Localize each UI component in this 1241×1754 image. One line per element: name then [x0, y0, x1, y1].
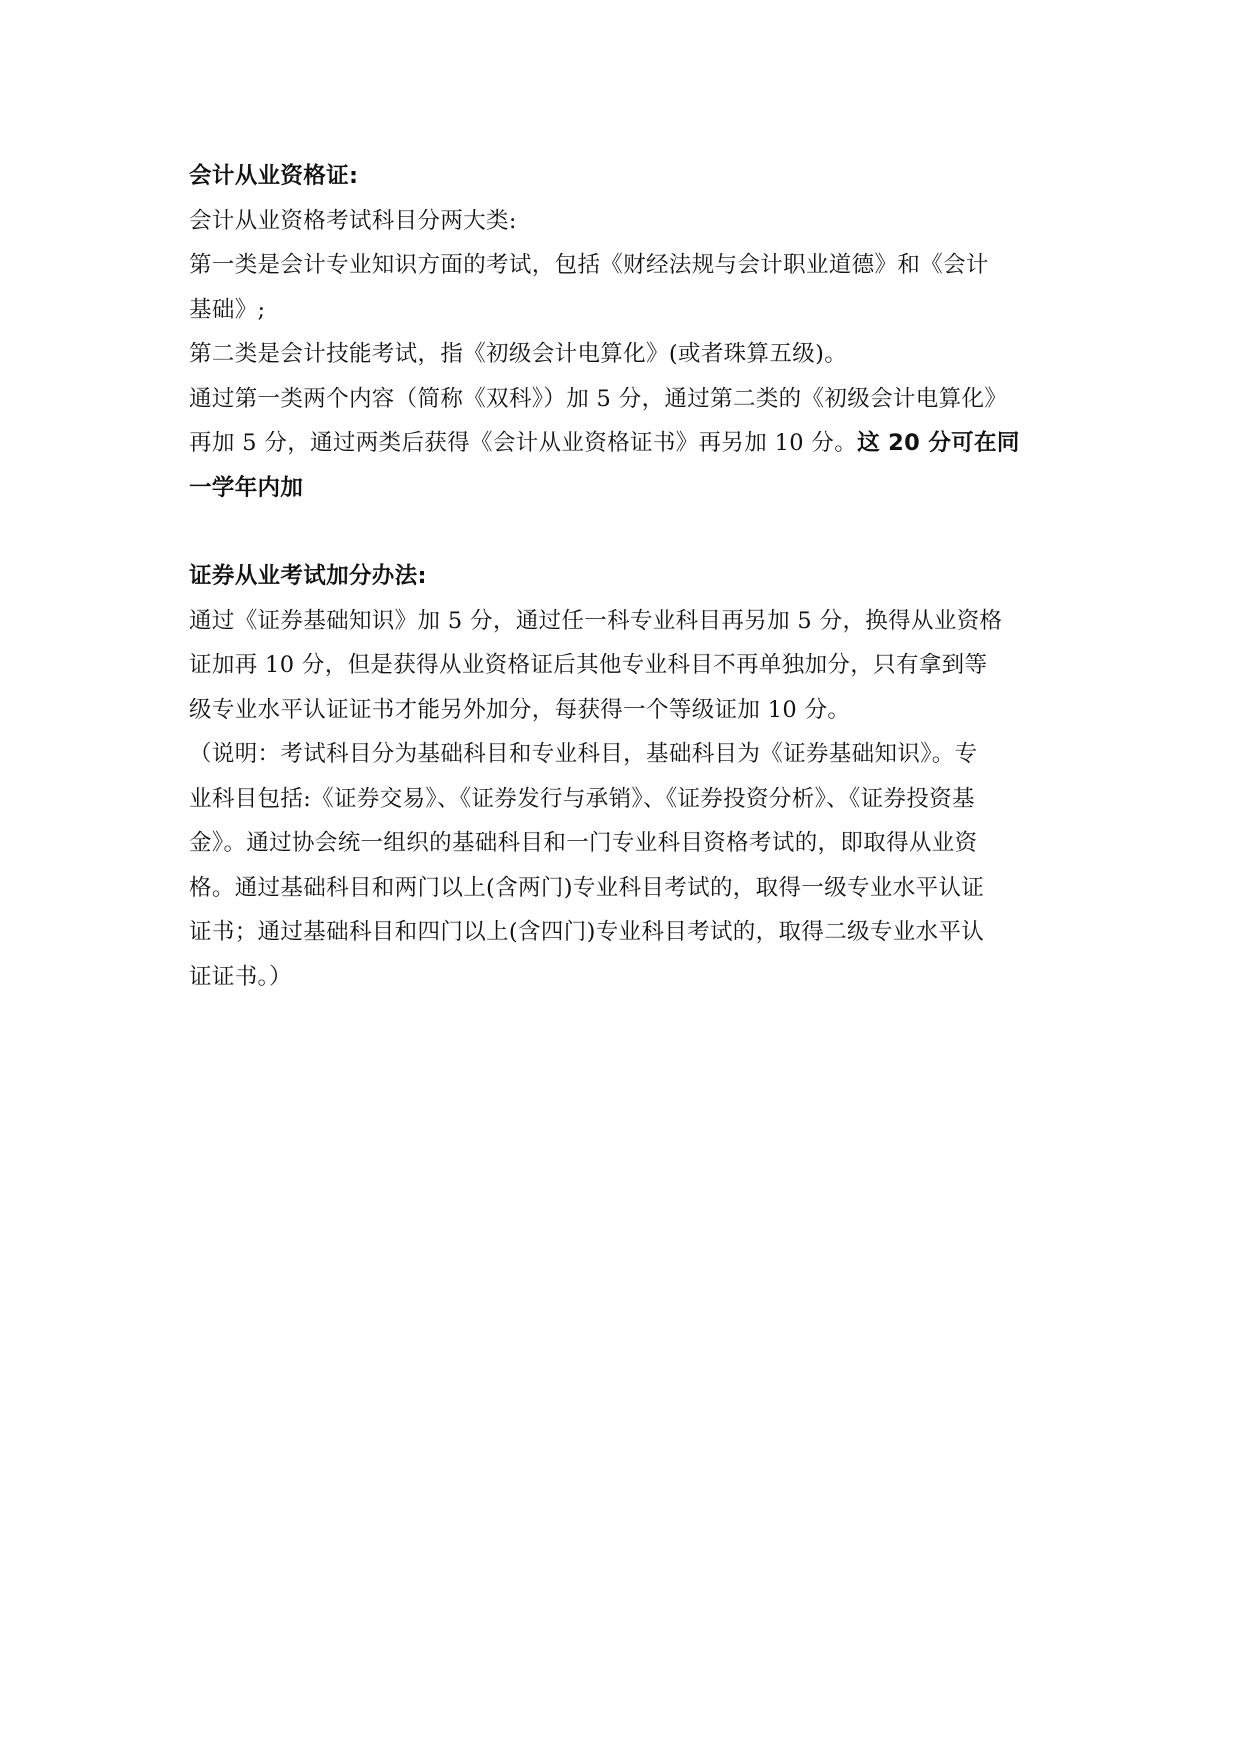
paragraph-line: （说明：考试科目分为基础科目和专业科目，基础科目为《证券基础知识》。专: [189, 741, 978, 767]
paragraph-line: 通过第一类两个内容（简称《双科》）加 5 分，通过第二类的《初级会计电算化》: [189, 385, 1008, 412]
section-heading-accounting: 会计从业资格证:: [189, 163, 359, 189]
paragraph-line: 业科目包括:《证券交易》、《证券发行与承销》、《证券投资分析》、《证券投资基: [189, 785, 975, 812]
paragraph-line: 格。通过基础科目和两门以上(含两门)专业科目考试的，取得一级专业水平认证: [189, 874, 985, 901]
paragraph-line: 证证书。）: [189, 963, 293, 990]
paragraph-line: 第二类是会计技能考试，指《初级会计电算化》(或者珠算五级)。: [189, 341, 848, 367]
paragraph-line: 金》。通过协会统一组织的基础科目和一门专业科目资格考试的，即取得从业资: [189, 830, 978, 856]
paragraph-line: 证书；通过基础科目和四门以上(含四门)专业科目考试的，取得二级专业水平认: [189, 919, 985, 945]
paragraph-line: 级专业水平认证证书才能另外加分，每获得一个等级证加 10 分。: [189, 696, 851, 723]
bold-emphasis-text: 这 20 分可在同: [857, 430, 1020, 456]
paragraph-line: 证加再 10 分，但是获得从业资格证后其他专业科目不再单独加分，只有拿到等: [189, 652, 988, 678]
paragraph-line: [189, 421, 1055, 466]
paragraph-line: 通过《证券基础知识》加 5 分，通过任一科专业科目再另加 5 分，换得从业资格: [189, 607, 1003, 634]
section-heading-securities: 证券从业考试加分办法:: [189, 563, 427, 589]
paragraph-line: 第一类是会计专业知识方面的考试，包括《财经法规与会计职业道德》和《会计: [189, 252, 989, 278]
paragraph-line: 会计从业资格考试科目分两大类:: [189, 207, 517, 234]
document-page: [189, 154, 1055, 999]
bold-emphasis-line: 一学年内加: [189, 474, 304, 501]
paragraph-line: 基础》;: [189, 296, 266, 323]
paragraph-text: 再加 5 分，通过两类后获得《会计从业资格证书》再另加 10 分。: [189, 430, 858, 456]
section-spacer: [189, 510, 1055, 554]
